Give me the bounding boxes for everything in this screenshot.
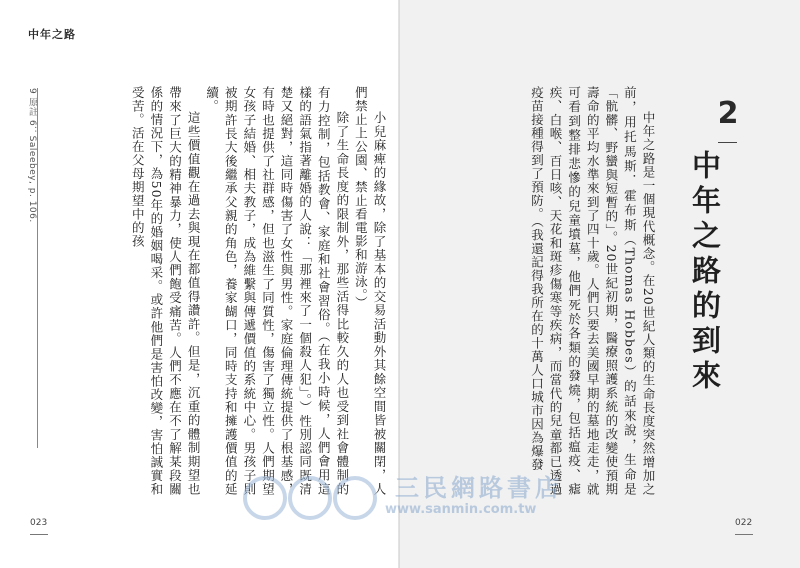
running-head: 中年之路: [28, 28, 76, 41]
chapter-divider: [718, 142, 737, 143]
left-body-text: [50, 86, 388, 496]
chapter-title: 中年之路的到來: [688, 150, 722, 395]
left-paragraph-3: 這些價值觀在過去與現在都值得讚許。但是，沉重的體制期望也帶來了巨大的精神暴力，使人們飽受痛苦。人們不應在不了解某段關係的情況下，為50年的婚姻喝采。或許他們是害怕改變，害怕誠實和受苦。活在父母期望中的孩: [130, 86, 202, 496]
chapter-number: 2: [717, 96, 739, 131]
page-number-left: 023: [30, 518, 48, 528]
folio-rule-right: [735, 534, 753, 535]
left-paragraph-2: 除了生命長度的限制外，那些活得比較久的人也受到社會體制的有力控制，包括教會、家庭和社會習俗。（在我小時候，人們會用這樣的語氣指著離婚的人說：「那裡來了一個殺人犯」。）性別認同既清楚又絕對，這同時傷害了女性與男性。家庭倫理傳統提供了根基感，有時也提供了社群感，但也滋生了同質性，傷害了獨立性。人們期望女孩子結婚、相夫教子，成為維繫與傳遞價值的系統中心。男孩子則被期許長大後繼承父親的角色，養家餬口，同時支持和擁護價值的延續。: [204, 86, 350, 496]
watermark-name: 三民網路書店: [395, 474, 563, 502]
footnote: 9 原註 6：Saleebey, p. 106.: [27, 88, 37, 223]
left-paragraph-1: 小兒麻痺的緣故，除了基本的交易活動外其餘空間皆被關閉，人們禁止上公園、禁止看電影和游泳。）: [353, 86, 387, 496]
folio-rule-left: [30, 534, 48, 535]
right-body-text: [445, 86, 657, 496]
right-paragraph-1: 中年之路是一個現代概念。在20世紀人類的生命長度突然增加之前，用托馬斯．霍布斯（Thomas Hobbes）的話來說，生命是「骯髒、野蠻與短暫的」。20世紀初期，醫療照護系統的改變使預期壽命的平均水準來到了四十歲。人們只要去美國早期的墓地走走，就可看到整排悲慘的兒童墳墓，他們死於各類的發燒，包括瘟疫、瘧疾、白喉、百日咳、天花和斑疹傷寒等疾病，而當代的兒童都已透過疫苗接種得到了預防。（我還記得我所在的十萬人口城市因為爆發: [529, 86, 656, 496]
watermark-url: www.sanmin.com.tw: [385, 502, 537, 517]
footnote-divider: [37, 88, 38, 448]
page-number-right: 022: [735, 518, 753, 528]
